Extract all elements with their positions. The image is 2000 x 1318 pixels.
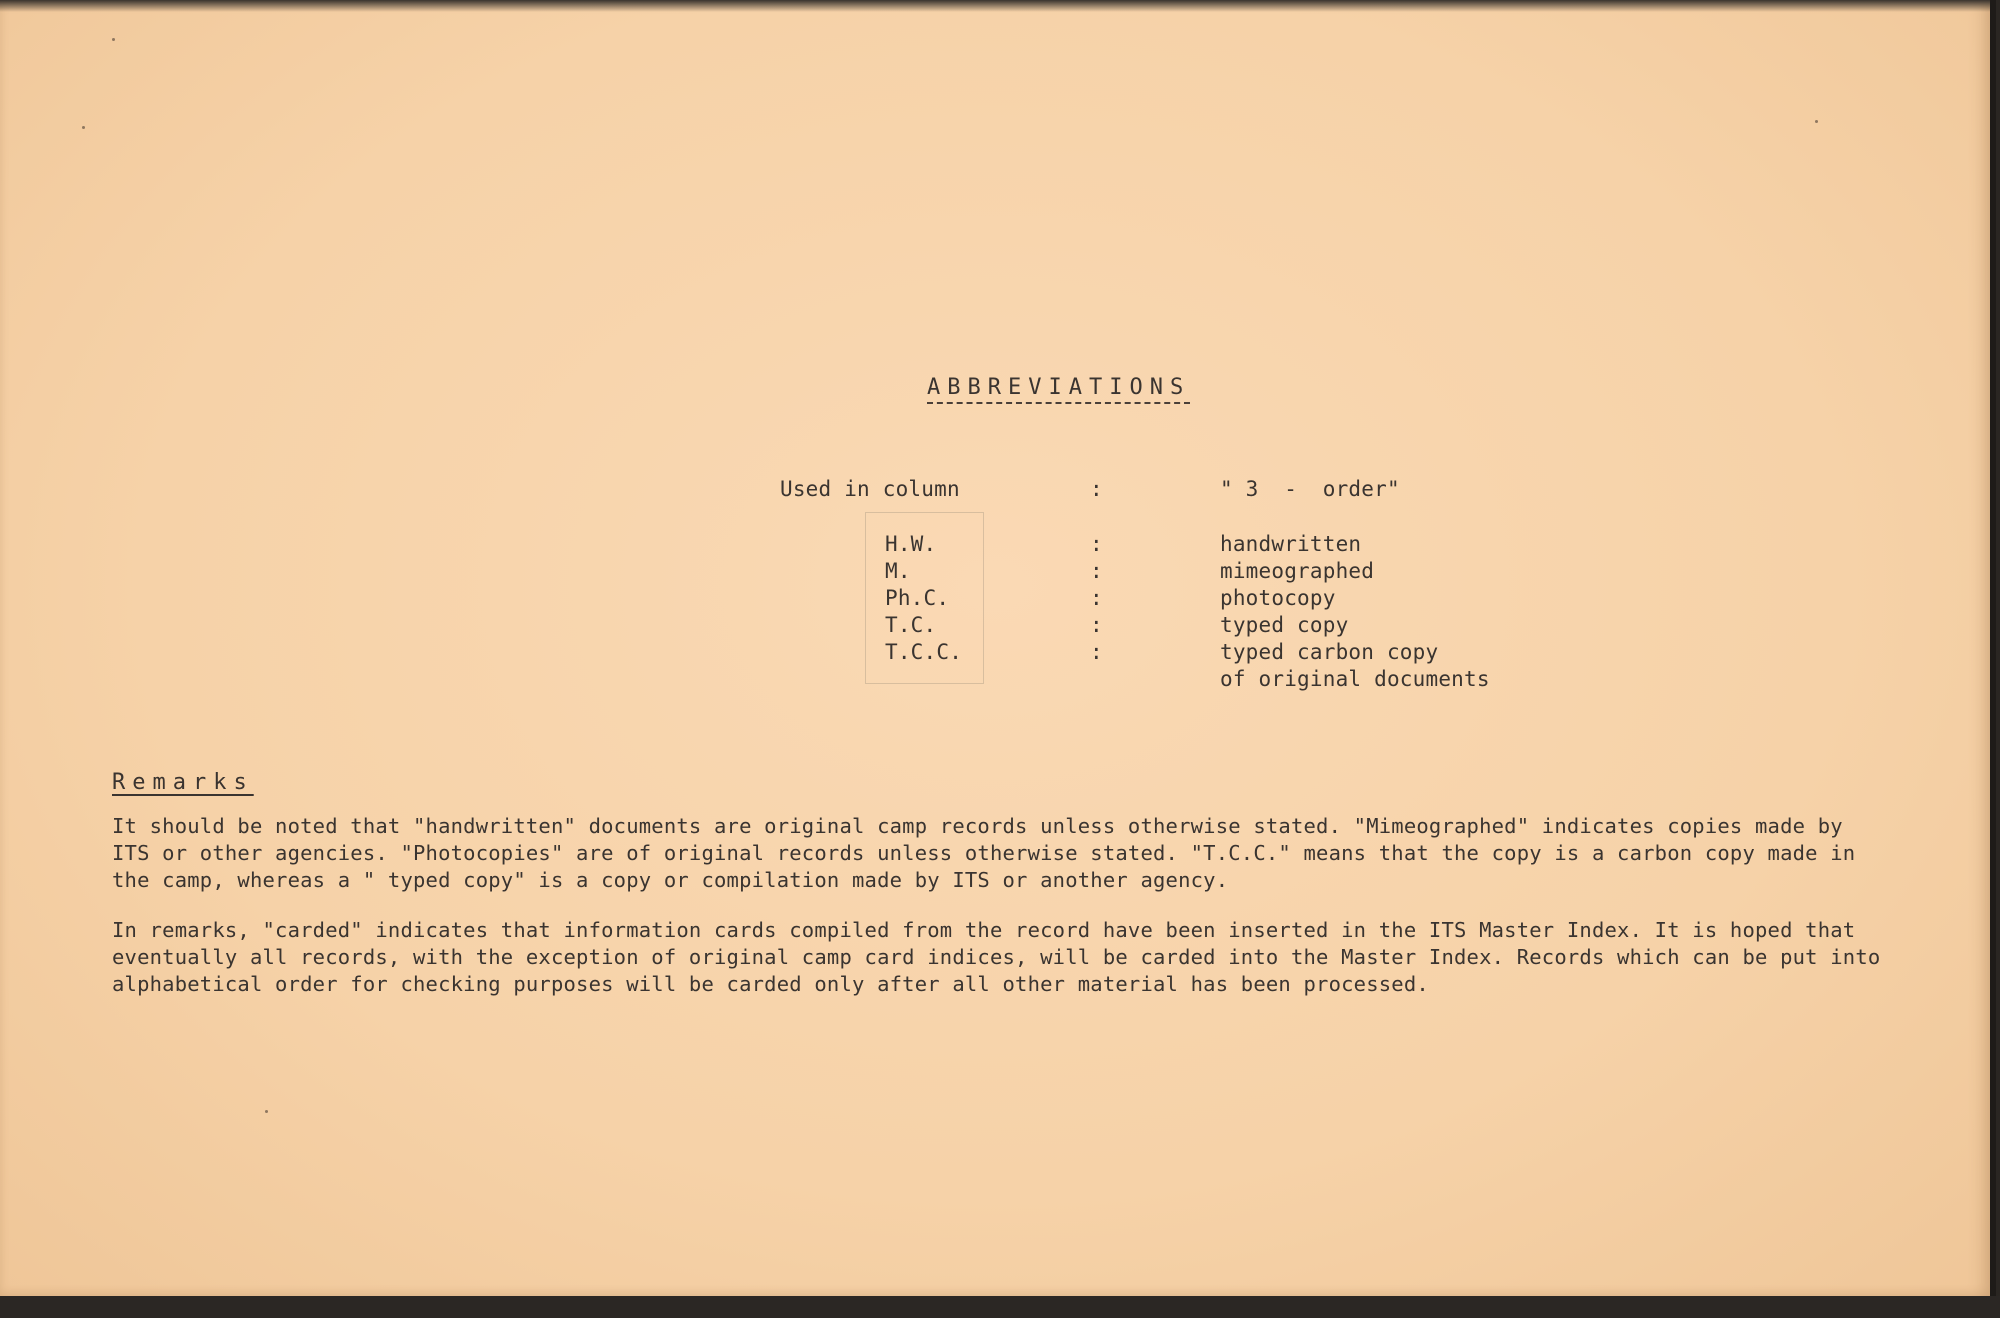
remarks-heading: Remarks [112, 770, 254, 795]
paper-speck [265, 1110, 268, 1113]
abbr-term: H.W. [885, 532, 937, 556]
abbr-meaning-continuation: of original documents [1220, 667, 1490, 691]
remarks-paragraph: It should be noted that "handwritten" documents are original camp records unless otherwise stated. "Mimeographed" indicates copies made by ITS or other agencies. "Photocopies" are of original records unless otherwise stated. "T.C.C." means that the copy is a carbon copy made in the camp, whereas a " typed copy" is a copy or compilation made by ITS or another agency. [112, 814, 1856, 892]
abbr-colon: : [1090, 559, 1103, 583]
abbr-colon: : [1090, 613, 1103, 637]
column-line-value: " 3 - order" [1220, 477, 1400, 501]
abbr-term: T.C.C. [885, 640, 963, 664]
abbr-term: M. [885, 559, 911, 583]
remarks-paragraph: In remarks, "carded" indicates that information cards compiled from the record have been inserted in the ITS Master Index. It is hoped that eventually all records, with the exception of original camp card indices, will be carded into the Master Index. Records which can be put into alphabetical order for checking purposes will be carded only after all other material has been processed. [112, 918, 1881, 996]
abbr-meaning: mimeographed [1220, 559, 1375, 583]
abbr-colon: : [1090, 532, 1103, 556]
abbr-term: T.C. [885, 613, 937, 637]
abbr-meaning: handwritten [1220, 532, 1362, 556]
abbr-colon: : [1090, 640, 1103, 664]
column-line-colon: : [1090, 477, 1103, 501]
page-bottom-edge [0, 1296, 2000, 1318]
column-line-label: Used in column [780, 477, 960, 501]
paper-speck [82, 126, 85, 129]
abbr-colon: : [1090, 586, 1103, 610]
paper-speck [112, 38, 115, 41]
paper-speck [1815, 120, 1818, 123]
abbr-meaning: photocopy [1220, 586, 1336, 610]
page-top-edge [0, 0, 1990, 12]
abbr-meaning: typed copy [1220, 613, 1349, 637]
abbr-meaning: typed carbon copy [1220, 640, 1439, 664]
abbr-term: Ph.C. [885, 586, 950, 610]
page-title: ABBREVIATIONS [927, 375, 1190, 404]
